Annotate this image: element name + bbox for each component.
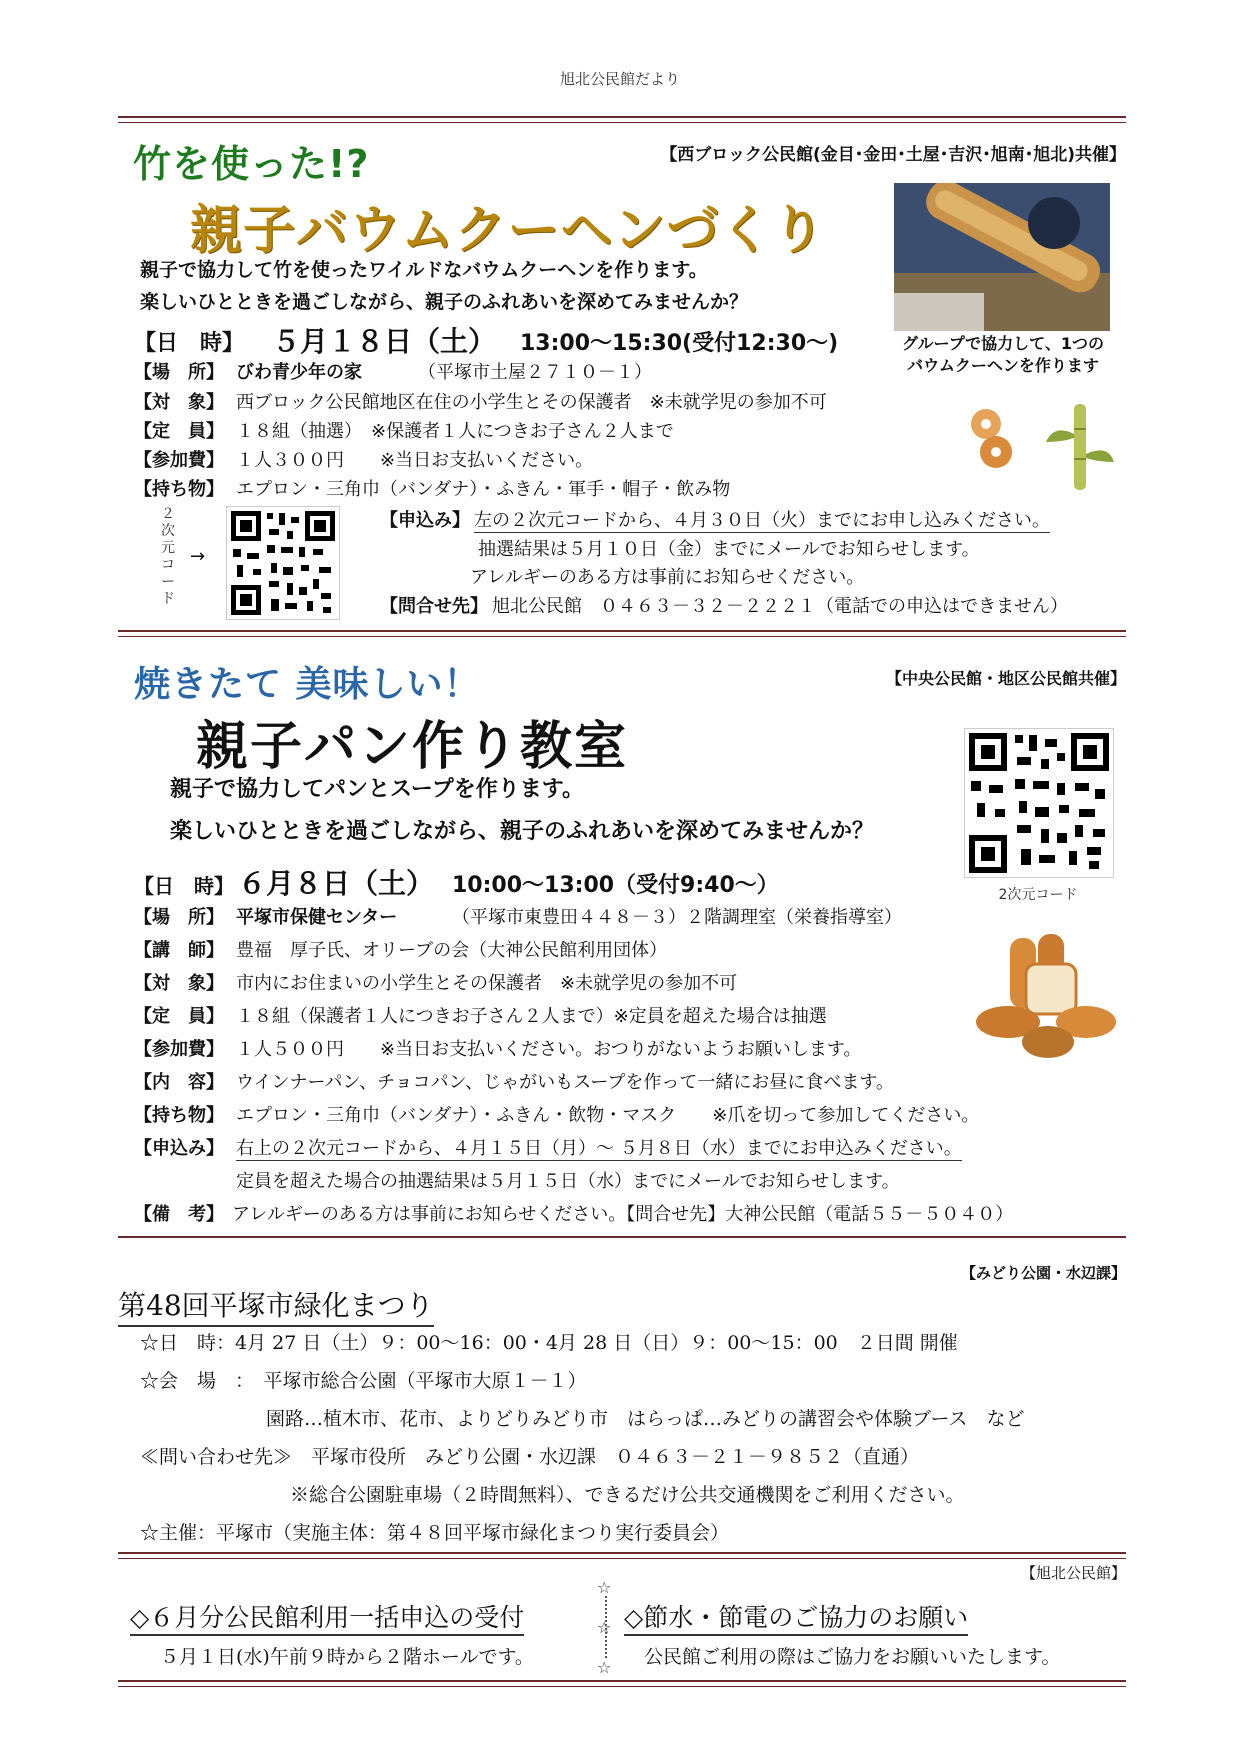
bread-art [974,930,1120,1062]
value: 西ブロック公民館地区在住の小学生とその保護者 ※未就学児の参加不可 [236,392,827,413]
label: 【持ち物】 [134,479,224,500]
photo-caption [892,333,1114,377]
divider [118,116,1126,123]
right-notice-title: ◇節水・節電のご協力のお願い [624,1598,968,1636]
intro-text: 親子で協力してパンとスープを作ります。 [170,777,585,802]
event1-time: 13:00～15:30(受付12:30～) [520,331,839,356]
baumkuchen-photo [894,183,1110,331]
event1-date: ５月１８日（土） [272,325,497,358]
value: １人５００円 ※当日お支払いください。おつりがないようお願いします。 [236,1039,862,1060]
divider [118,1680,1126,1687]
value: 市内にお住まいの小学生とその保護者 ※未就学児の参加不可 [236,973,738,994]
event1-title-sub: 竹を使った!? [133,142,370,186]
note-label: 【備 考】 [134,1204,224,1225]
contact-label: 【問合せ先】 [380,596,488,617]
left-notice-text: ５月１日(水)午前９時から２階ホールです。 [160,1646,534,1668]
intro-text: 楽しいひとときを過ごしながら、親子のふれあいを深めてみませんか？ [140,291,749,313]
label: 【参加費】 [134,450,224,471]
apply-text: 右上の２次元コードから、４月１５日（月）～ ５月８日（水）までにお申込みください。 [236,1134,962,1161]
intro-text: 楽しいひとときを過ごしながら、親子のふれあいを深めてみませんか？ [170,819,875,844]
date-label: 【日 時】 [134,874,234,898]
note-text: アレルギーのある方は事前にお知らせください。【問合せ先】大神公民館（電話５５－５０４０） [232,1204,1014,1225]
apply-label: 【申込み】 [380,510,470,531]
qr-caption: 2次元コード [998,887,1078,903]
newsletter-header: 旭北公民館だより [559,70,680,88]
event3-line: ※総合公園駐車場（２時間無料）、できるだけ公共交通機関をご利用ください。 [290,1484,965,1506]
value: エプロン・三角巾（バンダナ）・ふきん・飲物・マスク ※爪を切って参加してください。 [236,1105,980,1126]
value: １人３００円 ※当日お支払いください。 [236,450,594,471]
event3-title: 第48回平塚市緑化まつり [118,1284,434,1327]
label: 【場 所】 [134,907,224,928]
qr-code[interactable] [964,728,1114,878]
right-notice-text: 公民館ご利用の際はご協力をお願いいたします。 [644,1646,1061,1668]
qr-code-art [965,729,1113,877]
photo-art [894,183,1110,331]
label: 【定 員】 [134,1006,224,1027]
qr-label-vertical: ２次元コード [161,506,175,607]
event3-line: ≪問い合わせ先≫ 平塚市役所 みどり公園・水辺課 ０４６３－２１－９８５２（直通） [140,1446,920,1468]
cohost-label: 【中央公民館・地区公民館共催】 [885,669,1126,688]
contact-text: 旭北公民館 ０４６３－３２－２２２１（電話での申込はできません） [492,596,1068,617]
apply-text: 左の２次元コードから、４月３０日（火）までにお申し込みください。 [474,506,1050,533]
value: １８組（抽選） ※保護者１人につきお子さん２人まで [236,421,674,442]
dept-label: 【旭北公民館】 [1020,1564,1126,1582]
venue-address: （平塚市東豊田４４８－３）２階調理室（栄養指導室） [452,907,902,928]
intro-text: 親子で協力して竹を使ったワイルドなバウムクーヘンを作ります。 [140,259,708,281]
event2-time: 10:00～13:00（受付9:40～） [452,873,779,898]
illustration-art [966,404,1116,494]
label: 【対 象】 [134,392,224,413]
qr-code-art [227,507,339,619]
star-icon: ☆ [597,1578,612,1597]
divider [118,1552,1126,1559]
event1-title: 親子バウムクーヘンづくり [190,201,826,261]
caption-line: グループで協力して、1つの [901,334,1104,353]
label: 【参加費】 [134,1039,224,1060]
label: 【対 象】 [134,973,224,994]
value: エプロン・三角巾（バンダナ）・ふきん・軍手・帽子・飲み物 [236,479,731,500]
event3-line: ☆主催：平塚市（実施主体：第４８回平塚市緑化まつり実行委員会） [140,1522,730,1544]
qr-code[interactable] [226,506,340,620]
event3-line: 園路…植木市、花市、よりどりみどり市 はらっぱ…みどりの講習会や体験ブース など [266,1408,1025,1430]
event3-line: ☆会 場 ： 平塚市総合公園（平塚市大原１－１） [140,1370,587,1392]
divider [118,1236,1126,1238]
event2-title: 親子パン作り教室 [196,717,629,777]
event2-date: ６月８日（土） [238,867,435,900]
divider [118,630,1126,637]
apply-label: 【申込み】 [134,1138,224,1159]
donut-bamboo-illustration [966,404,1116,494]
cohost-label: 【西ブロック公民館(金目･金田･土屋･吉沢･旭南･旭北)共催】 [660,145,1126,165]
date-label: 【日 時】 [134,331,245,356]
value: 豊福 厚子氏、オリーブの会（大神公民館利用団体） [236,940,668,961]
venue: びわ青少年の家 [236,362,362,383]
apply-text: 抽選結果は５月１０日（金）までにメールでお知らせします。 [478,539,980,560]
bread-illustration [974,930,1120,1062]
event2-title-sub: 焼きたて 美味しい！ [134,664,481,705]
arrow-icon: → [190,546,206,567]
label: 【講 師】 [134,940,224,961]
dept-label: 【みどり公園・水辺課】 [960,1264,1126,1282]
venue-address: （平塚市土屋２７１０－１） [418,362,652,383]
star-icon: ☆ [597,1658,612,1677]
apply-text: アレルギーのある方は事前にお知らせください。 [470,567,865,588]
venue: 平塚市保健センター [236,907,398,928]
left-notice-title: ◇６月分公民館利用一括申込の受付 [130,1598,524,1636]
value: １８組（保護者１人につきお子さん２人まで）※定員を超えた場合は抽選 [236,1006,827,1027]
label: 【場 所】 [134,362,224,383]
label: 【定 員】 [134,421,224,442]
star-icon: ☆ [597,1618,612,1637]
dotted-separator [605,1596,607,1658]
label: 【内 容】 [134,1072,224,1093]
caption-line: バウムクーヘンを作ります [907,356,1099,375]
event3-line: ☆日 時：4月 27 日（土）９：00～16：00・4月 28 日（日）９：00～15：00 ２日間 開催 [140,1332,958,1354]
apply-text: 定員を超えた場合の抽選結果は５月１５日（水）までにメールでお知らせします。 [236,1171,900,1192]
value: ウインナーパン、チョコパン、じゃがいもスープを作って一緒にお昼に食べます。 [236,1072,894,1093]
label: 【持ち物】 [134,1105,224,1126]
